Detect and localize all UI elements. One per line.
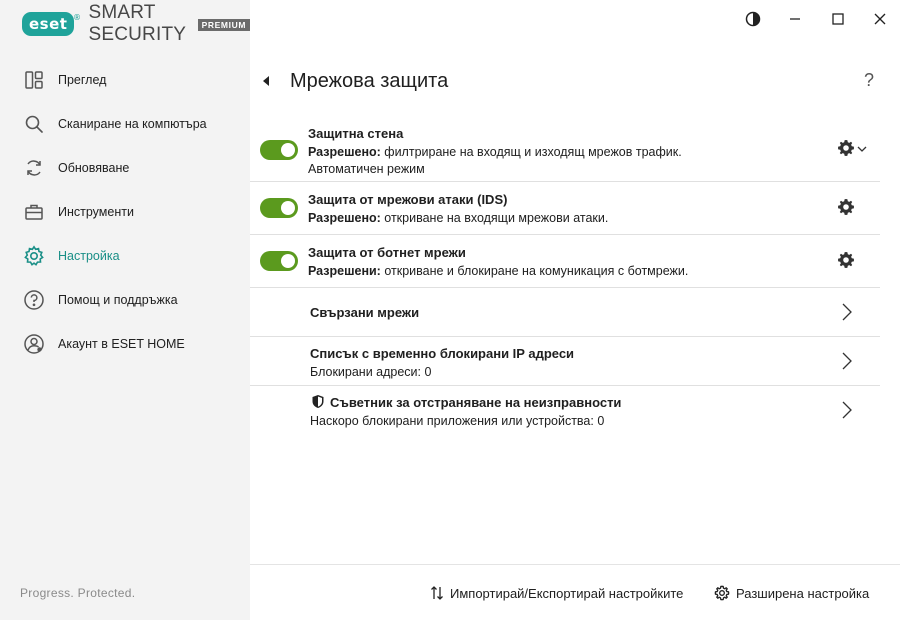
chevron-right-icon (840, 302, 854, 322)
module-status: Разрешено: (308, 145, 381, 159)
sidebar-item-setup[interactable] (0, 234, 250, 278)
product-name: SMART SECURITY (88, 2, 187, 45)
module-title: Защитна стена (308, 126, 404, 141)
link-title: Съветник за отстраняване на неизправности (330, 395, 622, 410)
back-arrow-icon (261, 75, 271, 87)
link-row-ip-blacklist[interactable] (250, 337, 880, 386)
advanced-setup-label: Разширена настройка (736, 585, 870, 601)
sidebar-nav (0, 58, 250, 366)
gear-icon (22, 244, 46, 268)
sidebar-item-label: Акаунт в ESET HOME (58, 337, 185, 351)
close-button[interactable] (869, 8, 891, 30)
dashboard-icon (22, 68, 46, 92)
sidebar-item-overview[interactable] (0, 58, 250, 102)
sidebar-item-label: Сканиране на компютъра (58, 117, 207, 131)
gear-icon (714, 585, 730, 601)
back-button[interactable] (258, 73, 274, 89)
botnet-settings-gear-icon[interactable] (837, 251, 855, 269)
refresh-icon (22, 156, 46, 180)
minimize-icon (788, 12, 802, 26)
module-status: Разрешени: (308, 264, 381, 278)
module-status: Разрешено: (308, 211, 381, 225)
chevron-right-icon (840, 351, 854, 371)
toolbox-icon (22, 200, 46, 224)
module-description (308, 264, 688, 278)
ids-toggle[interactable] (260, 198, 298, 218)
sidebar-item-label: Преглед (58, 73, 107, 87)
edition-badge: PREMIUM (198, 19, 250, 31)
link-subtitle: Наскоро блокирани приложения или устройства: 0 (310, 414, 605, 428)
search-icon (22, 112, 46, 136)
maximize-icon (831, 12, 845, 26)
module-description-text: откриване и блокиране на комуникация с ботмрежи. (384, 264, 689, 278)
page-title: Мрежова защита (290, 69, 449, 92)
link-row-connected-networks[interactable] (250, 288, 880, 337)
import-export-icon (430, 585, 444, 601)
botnet-toggle[interactable] (260, 251, 298, 271)
page-header (258, 66, 448, 96)
account-icon (22, 332, 46, 356)
firewall-settings-gear-icon[interactable] (837, 139, 855, 157)
module-title: Защита от ботнет мрежи (308, 245, 466, 260)
theme-toggle-button[interactable] (742, 8, 764, 30)
module-description-text: откриване на входящи мрежови атаки. (384, 211, 609, 225)
module-title: Защита от мрежови атаки (IDS) (308, 192, 508, 207)
sidebar-item-help[interactable] (0, 278, 250, 322)
sidebar-item-update[interactable] (0, 146, 250, 190)
sidebar-item-label: Обновяване (58, 161, 130, 175)
sidebar-item-label: Помощ и поддръжка (58, 293, 178, 307)
eset-logo: eset ® (22, 12, 74, 36)
module-row-botnet (250, 235, 880, 288)
settings-list (250, 116, 880, 436)
import-export-button[interactable] (430, 584, 683, 602)
toggle-knob (281, 254, 295, 268)
link-title: Списък с временно блокирани IP адреси (310, 346, 575, 361)
toggle-knob (281, 201, 295, 215)
help-button[interactable]: ? (864, 70, 875, 90)
shield-icon (311, 394, 325, 409)
module-description-text: филтриране на входящ и изходящ мрежов трафик. (384, 145, 682, 159)
module-description (308, 145, 682, 159)
ids-settings-gear-icon[interactable] (837, 198, 855, 216)
chevron-right-icon (840, 400, 854, 420)
module-extra: Автоматичен режим (308, 162, 425, 176)
sidebar-item-label: Инструменти (58, 205, 134, 219)
help-icon (22, 288, 46, 312)
link-subtitle: Блокирани адреси: 0 (310, 365, 432, 379)
tagline: Progress. Protected. (20, 586, 136, 600)
module-row-firewall (250, 116, 880, 182)
toggle-knob (281, 143, 295, 157)
module-row-ids (250, 182, 880, 235)
app-logo (22, 2, 250, 45)
close-icon (873, 12, 887, 26)
sidebar-item-label: Настройка (58, 249, 120, 263)
link-row-troubleshooting-wizard[interactable] (250, 386, 880, 436)
sidebar-item-tools[interactable] (0, 190, 250, 234)
sidebar (0, 0, 250, 620)
link-title: Свързани мрежи (310, 305, 420, 320)
import-export-label: Импортирай/Експортирай настройките (450, 585, 684, 601)
sidebar-item-scan[interactable] (0, 102, 250, 146)
module-description (308, 211, 608, 225)
sidebar-item-account[interactable] (0, 322, 250, 366)
footer-divider (250, 564, 900, 565)
advanced-setup-button[interactable] (714, 584, 869, 602)
minimize-button[interactable] (784, 8, 806, 30)
firewall-toggle[interactable] (260, 140, 298, 160)
expand-chevron-down-icon[interactable] (856, 143, 868, 155)
maximize-button[interactable] (827, 8, 849, 30)
contrast-icon (745, 11, 761, 27)
